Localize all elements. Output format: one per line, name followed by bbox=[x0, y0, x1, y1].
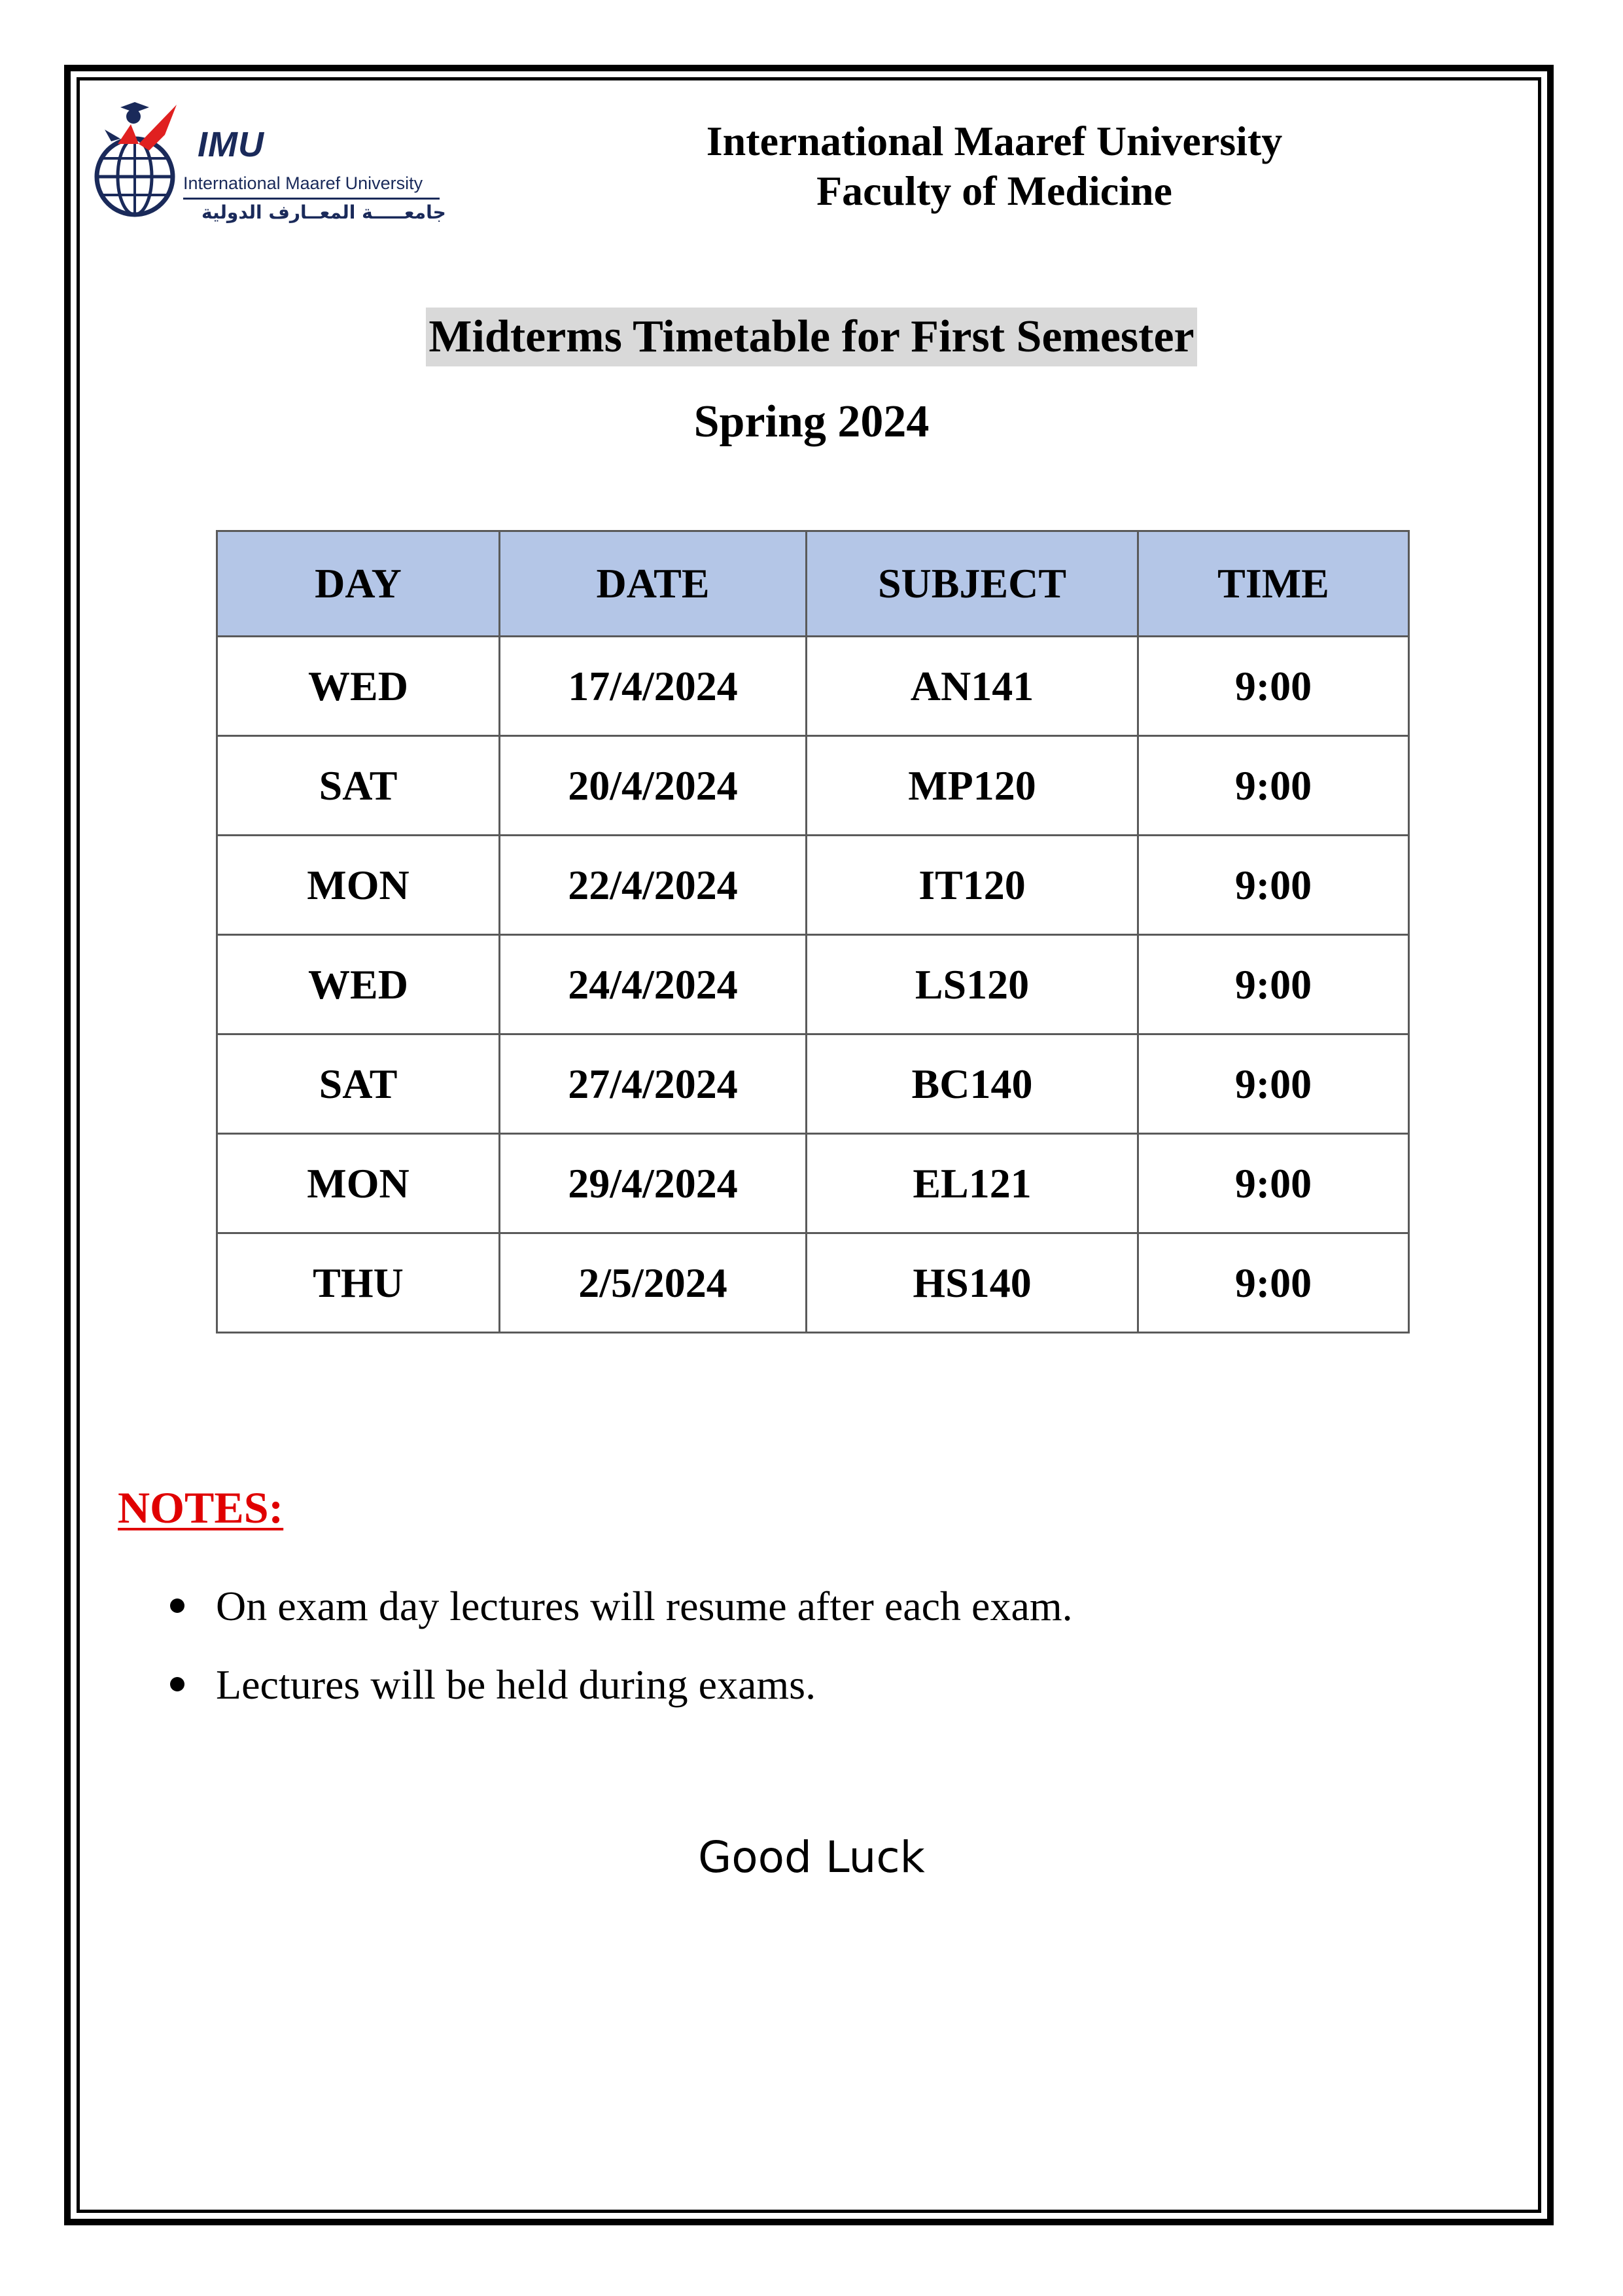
bullet-icon bbox=[170, 1677, 184, 1691]
university-name: International Maaref University bbox=[706, 118, 1283, 164]
cell-subject: MP120 bbox=[807, 736, 1138, 836]
list-item bbox=[157, 1659, 1073, 1737]
table-row bbox=[217, 736, 1409, 836]
cell-date: 17/4/2024 bbox=[500, 637, 807, 736]
table-row bbox=[217, 637, 1409, 736]
column-header-time: TIME bbox=[1138, 531, 1409, 637]
document-subtitle: Spring 2024 bbox=[693, 397, 930, 447]
table-row bbox=[217, 1233, 1409, 1333]
column-header-date: DATE bbox=[500, 531, 807, 637]
cell-day: WED bbox=[217, 935, 500, 1034]
bullet-icon bbox=[170, 1598, 184, 1613]
notes-heading: NOTES: bbox=[118, 1483, 284, 1532]
cell-time: 9:00 bbox=[1138, 836, 1409, 935]
logo-abbreviation: IMU bbox=[198, 125, 264, 164]
logo-university-name: International Maaref University bbox=[183, 173, 423, 193]
document-header bbox=[654, 116, 1335, 216]
logo-arabic-name: جامعـــــة المعــارف الدولية bbox=[201, 202, 446, 223]
table-row bbox=[217, 935, 1409, 1034]
title-wrapper bbox=[0, 308, 1623, 366]
table-row bbox=[217, 1034, 1409, 1134]
cell-date: 2/5/2024 bbox=[500, 1233, 807, 1333]
column-header-subject: SUBJECT bbox=[807, 531, 1138, 637]
list-item bbox=[157, 1580, 1073, 1659]
cell-time: 9:00 bbox=[1138, 1233, 1409, 1333]
cell-day: WED bbox=[217, 637, 500, 736]
globe-graduate-icon bbox=[92, 98, 196, 229]
cell-time: 9:00 bbox=[1138, 1034, 1409, 1134]
cell-date: 24/4/2024 bbox=[500, 935, 807, 1034]
cell-time: 9:00 bbox=[1138, 1134, 1409, 1233]
cell-subject: AN141 bbox=[807, 637, 1138, 736]
notes-list bbox=[157, 1580, 1073, 1737]
note-text: Lectures will be held during exams. bbox=[216, 1661, 816, 1708]
cell-subject: HS140 bbox=[807, 1233, 1138, 1333]
document-title: Midterms Timetable for First Semester bbox=[426, 308, 1196, 366]
cell-date: 29/4/2024 bbox=[500, 1134, 807, 1233]
column-header-day: DAY bbox=[217, 531, 500, 637]
cell-subject: EL121 bbox=[807, 1134, 1138, 1233]
cell-subject: LS120 bbox=[807, 935, 1138, 1034]
cell-date: 20/4/2024 bbox=[500, 736, 807, 836]
cell-time: 9:00 bbox=[1138, 736, 1409, 836]
cell-date: 27/4/2024 bbox=[500, 1034, 807, 1134]
cell-day: SAT bbox=[217, 736, 500, 836]
table-row bbox=[217, 1134, 1409, 1233]
cell-day: MON bbox=[217, 1134, 500, 1233]
table-row bbox=[217, 836, 1409, 935]
cell-subject: IT120 bbox=[807, 836, 1138, 935]
cell-day: THU bbox=[217, 1233, 500, 1333]
logo-divider bbox=[183, 198, 440, 200]
closing-message: Good Luck bbox=[698, 1832, 925, 1882]
cell-time: 9:00 bbox=[1138, 637, 1409, 736]
exam-timetable bbox=[216, 530, 1410, 1333]
cell-day: MON bbox=[217, 836, 500, 935]
cell-subject: BC140 bbox=[807, 1034, 1138, 1134]
note-text: On exam day lectures will resume after each exam. bbox=[216, 1583, 1073, 1629]
table-header-row bbox=[217, 531, 1409, 637]
faculty-name: Faculty of Medicine bbox=[816, 168, 1172, 214]
cell-date: 22/4/2024 bbox=[500, 836, 807, 935]
university-logo bbox=[92, 98, 445, 229]
cell-day: SAT bbox=[217, 1034, 500, 1134]
cell-time: 9:00 bbox=[1138, 935, 1409, 1034]
